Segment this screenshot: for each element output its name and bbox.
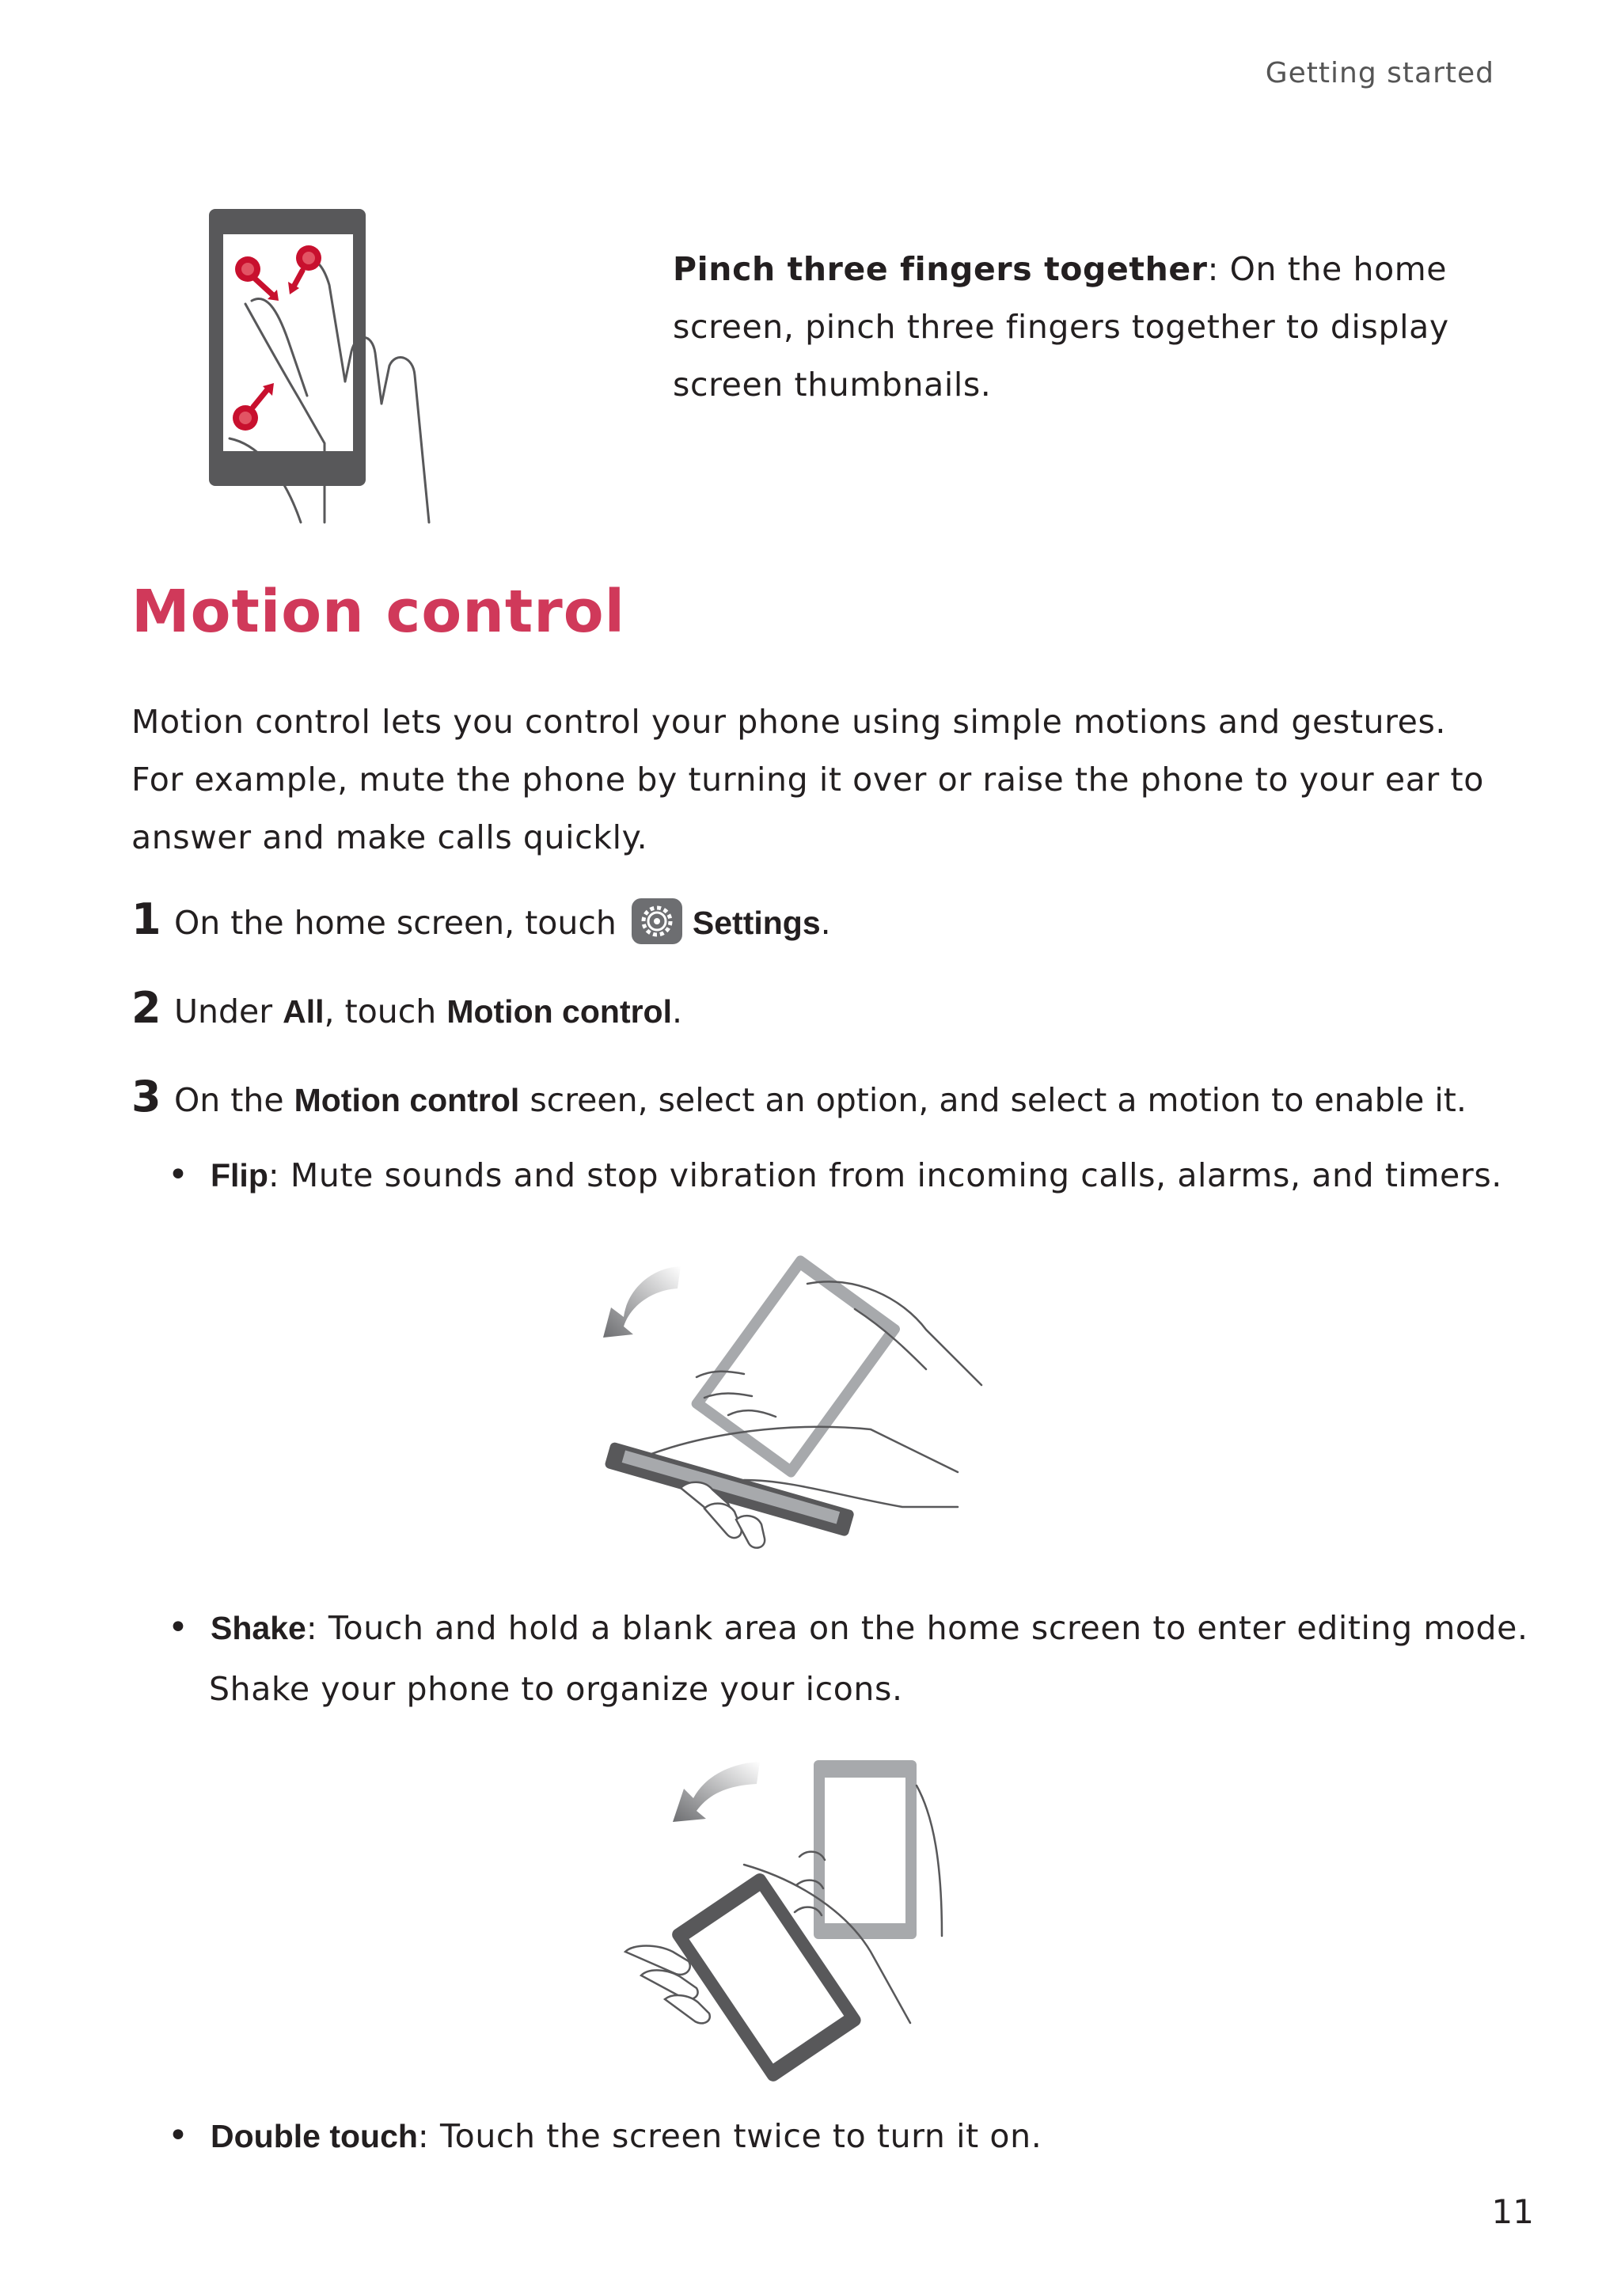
bullet-dot: • [168,1607,189,1648]
step-number: 2 [131,983,161,1033]
step-punct: . [820,904,831,942]
bullet-term: Double touch [211,2118,418,2154]
motion-control-label: Motion control [446,993,672,1030]
motion-control-label: Motion control [294,1082,520,1118]
step-3 [131,1072,1467,1121]
settings-label: Settings [692,905,821,941]
pinch-term: Pinch three fingers together [673,250,1208,288]
bullet-shake-continued: Shake your phone to organize your icons. [209,1670,903,1708]
bullet-shake [168,1599,1528,1657]
bullet-term: Shake [211,1610,306,1646]
bullet-text: : Touch the screen twice to turn it on. [417,2117,1042,2155]
step-2 [131,983,682,1033]
intro-paragraph: Motion control lets you control your phone using simple motions and gestures. For example, mute the phone by turning it over or raise the phone to your ear to answer and make calls quickly. [131,703,1484,856]
step-text: On the [174,1081,294,1119]
bullet-text: : Mute sounds and stop vibration from incoming calls, alarms, and timers. [268,1156,1502,1194]
bullet-term: Flip [211,1157,268,1194]
step-1 [131,894,831,945]
step-number: 3 [131,1072,161,1121]
page-number: 11 [1491,2192,1534,2231]
bullet-dot: • [168,2116,189,2156]
pinch-description [673,241,1512,414]
step-text: On the home screen, touch [174,904,617,942]
pinch-gesture-illustration [206,206,475,530]
step-text-mid: , touch [324,992,447,1030]
bullet-flip [168,1146,1502,1205]
all-label: All [283,993,325,1030]
step-text-post: screen, select an option, and select a motion to enable it. [519,1081,1467,1119]
flip-gesture-illustration [586,1243,997,1559]
step-punct: . [672,992,683,1030]
bullet-text: : Touch and hold a blank area on the home screen to enter editing mode. [306,1609,1528,1647]
step-text: Under [174,992,283,1030]
settings-gear-icon [631,898,683,945]
bullet-double-touch [168,2107,1042,2165]
section-title: Motion control [131,578,625,646]
pinch-text: : On the home screen, pinch three fingers together to display screen thumbnails. [673,250,1449,404]
shake-gesture-illustration [617,1754,997,2070]
bullet-dot: • [168,1155,189,1195]
step-number: 1 [131,894,161,944]
running-header: Getting started [1265,57,1494,89]
